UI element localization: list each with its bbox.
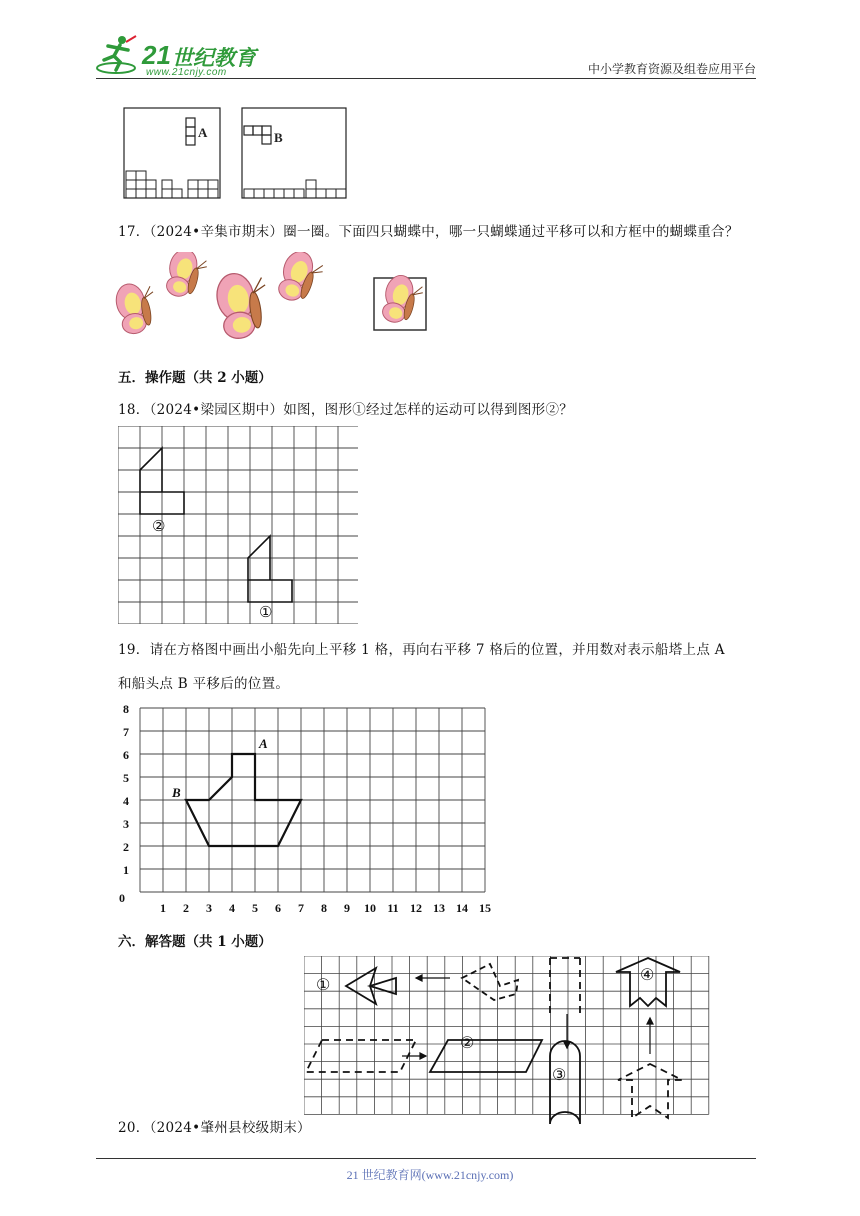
y-tick-label: 6	[123, 748, 129, 762]
label-b: B	[274, 130, 283, 145]
grid-q18	[118, 426, 358, 624]
logo-number: 21	[142, 40, 171, 70]
y-tick-label: 5	[123, 771, 129, 785]
question-18: 18．（2024•梁园区期中）如图，图形①经过怎样的运动可以得到图形②？	[118, 402, 574, 418]
shape-1	[248, 536, 292, 602]
x-tick-label: 8	[321, 901, 327, 915]
x-tick-label: 2	[183, 901, 189, 915]
site-logo	[96, 34, 266, 78]
x-tick-label: 10	[364, 901, 376, 915]
label-20-4: ④	[640, 967, 655, 984]
y-tick-label: 8	[123, 702, 129, 716]
parallelogram-shape-2	[430, 1040, 542, 1072]
header-divider	[96, 78, 756, 79]
butterfly-target	[379, 272, 426, 327]
platform-name: 中小学教育资源及组卷应用平台	[587, 62, 756, 76]
x-tick-label: 9	[344, 901, 350, 915]
y-tick-label: 2	[123, 840, 129, 854]
y-tick-label: 1	[123, 863, 129, 877]
label-shape-1: ①	[259, 605, 273, 621]
y-tick-label: 4	[123, 794, 129, 808]
label-20-2: ②	[460, 1035, 475, 1052]
dashed-shape-1	[462, 964, 518, 1000]
x-tick-label: 11	[387, 901, 399, 915]
grid-q20	[304, 956, 710, 1126]
y-tick-label: 7	[123, 725, 129, 739]
x-tick-label: 7	[298, 901, 304, 915]
parallelogram-dashed	[306, 1040, 416, 1072]
runner-logo-icon	[96, 34, 140, 76]
label-shape-2: ②	[152, 519, 166, 535]
x-tick-label: 1	[160, 901, 166, 915]
x-tick-label: 15	[479, 901, 491, 915]
question-20: 20．（2024•肇州县校级期末）	[118, 1120, 311, 1136]
logo-url: www.21cnjy.com	[146, 67, 227, 78]
butterfly-2	[163, 252, 210, 302]
house-dashed	[618, 1064, 682, 1118]
butterfly-4	[274, 252, 327, 307]
butterflies-figure	[112, 252, 432, 344]
butterfly-1	[114, 280, 160, 336]
x-tick-label: 13	[433, 901, 445, 915]
dashed-shape-3	[550, 958, 580, 1016]
label-20-1: ①	[316, 977, 331, 994]
logo-title: 世纪教育	[172, 46, 256, 70]
x-tick-label: 14	[456, 901, 468, 915]
x-tick-label: 0	[119, 891, 125, 905]
question-19-line-2: 和船头点 B 平移后的位置。	[118, 676, 290, 692]
label-a: A	[198, 125, 208, 140]
x-tick-label: 3	[206, 901, 212, 915]
label-20-3: ③	[552, 1067, 567, 1084]
box-a	[124, 108, 220, 198]
butterfly-3	[214, 269, 272, 340]
section-5-title: 五．操作题（共 2 小题）	[118, 370, 272, 386]
tetris-figures	[118, 104, 350, 200]
point-b-label: B	[172, 785, 181, 800]
y-tick-label: 3	[123, 817, 129, 831]
box-b	[242, 108, 346, 198]
x-tick-label: 4	[229, 901, 235, 915]
footer-divider	[96, 1158, 756, 1159]
x-tick-label: 5	[252, 901, 258, 915]
coordinate-grid-q19	[112, 698, 504, 918]
section-6-title: 六．解答题（共 1 小题）	[118, 934, 272, 950]
question-19-line-1: 19．请在方格图中画出小船先向上平移 1 格，再向右平移 7 格后的位置，并用数对表示船塔上点 A	[118, 642, 725, 658]
footer-link[interactable]: 21 世纪教育网(www.21cnjy.com)	[346, 1168, 514, 1182]
question-17: 17．（2024•辛集市期末）圈一圈。下面四只蝴蝶中，哪一只蝴蝶通过平移可以和方框中的蝴蝶重合？	[118, 224, 739, 240]
point-a-label: A	[259, 736, 268, 751]
x-tick-label: 12	[410, 901, 422, 915]
x-tick-label: 6	[275, 901, 281, 915]
